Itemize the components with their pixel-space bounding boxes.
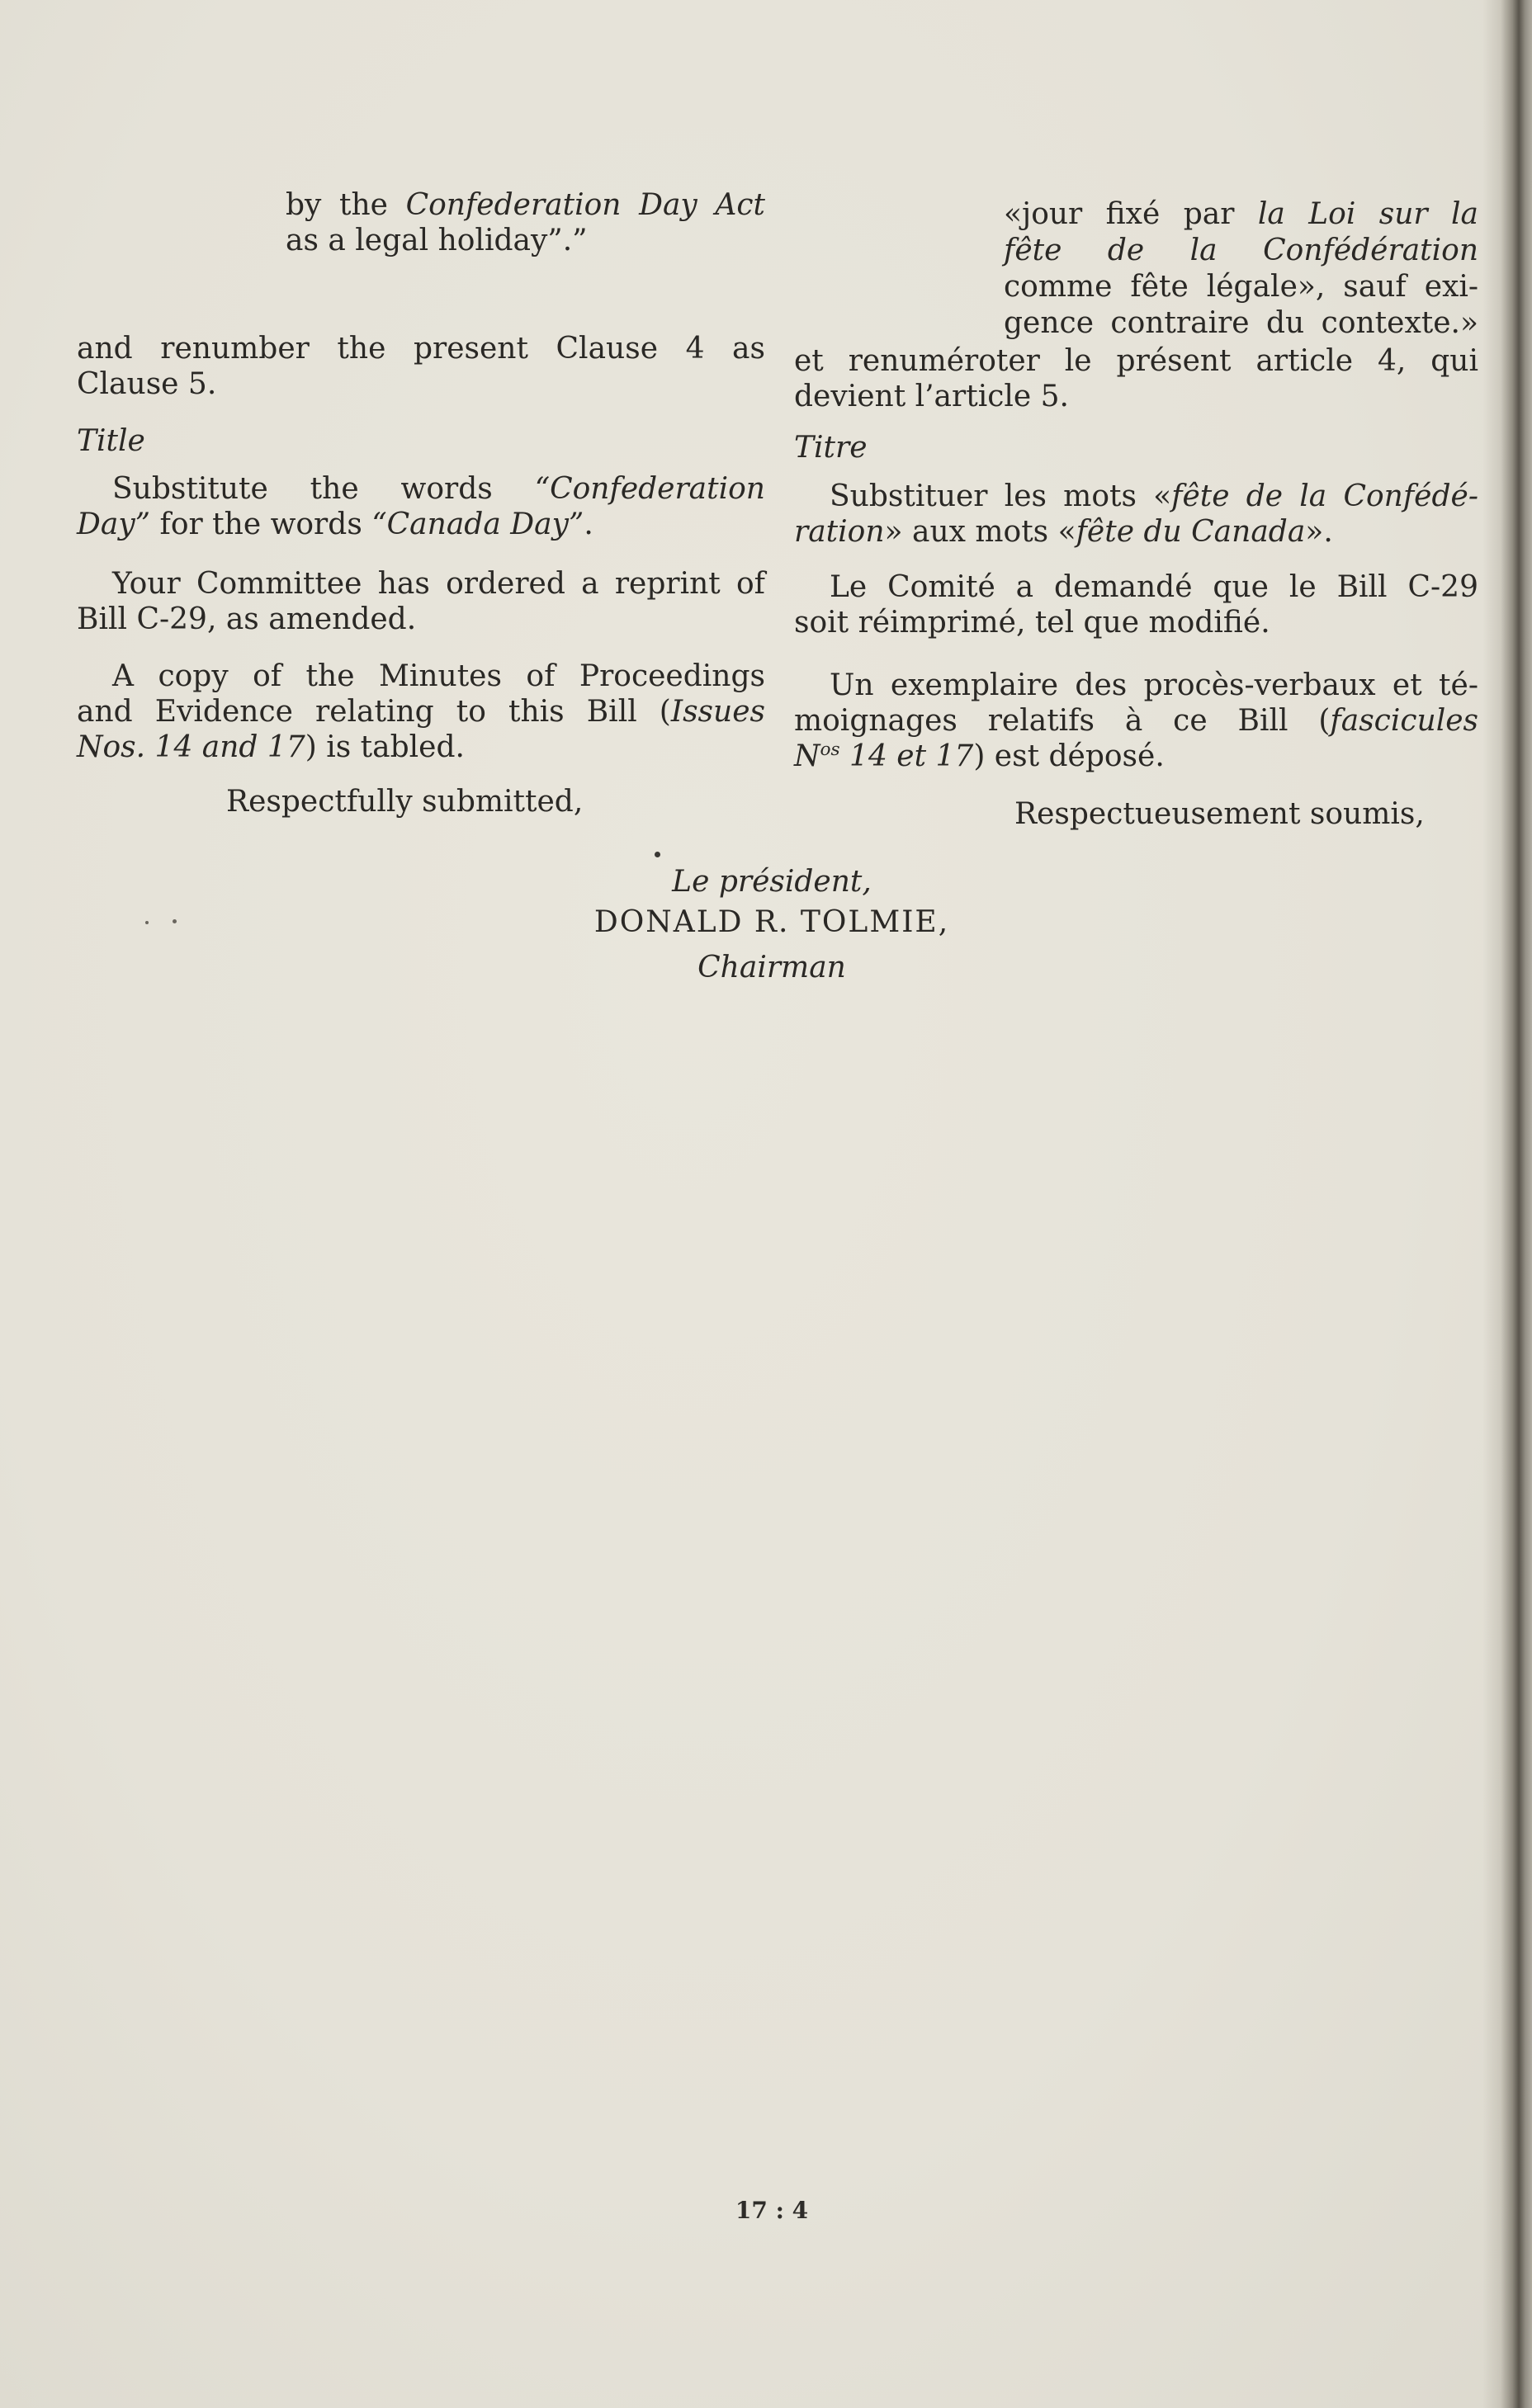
text-line [794,514,1478,550]
fr-renumber-paragraph [794,343,1478,414]
text-run: comme fête légale», sauf exi- [1004,270,1478,304]
text-line [794,739,1478,774]
italic-run: 14 et 17 [839,739,974,773]
text-run: Un exemplaire des procès-verbaux et té- [830,668,1478,702]
italic-run: Issues [670,695,765,729]
text-line [794,479,1478,514]
italic-run: ration [794,515,885,549]
text-run: » aux mots « [884,515,1076,549]
italic-run: Nos. 14 and 17 [77,730,305,764]
text-run: . [584,508,593,541]
text-run: Substituer les mots « [830,479,1172,513]
text-line [1004,233,1478,269]
text-line [77,507,765,542]
superscript-run: os [820,739,840,761]
text-run: «jour fixé par [1004,197,1258,231]
text-run: moignages relatifs à ce Bill ( [794,704,1331,738]
italic-run: fête de la Confédération [1004,234,1478,267]
en-renumber-paragraph [77,331,765,402]
text-run: devient l’article 5. [794,380,1069,413]
text-run: Substitute the words [112,472,535,506]
en-title-heading: Title [77,424,145,458]
text-line [794,605,1478,640]
text-run: ) is tabled. [305,730,465,764]
text-run: as a legal holiday”.” [286,224,588,257]
text-line [1004,196,1478,233]
fr-closing: Respectueusement soumis, [1014,797,1425,831]
text-line [77,366,765,402]
scan-speck [145,921,149,924]
text-run: soit réimprimé, tel que modifié. [794,606,1270,640]
fr-title-amendment-paragraph [794,479,1478,550]
text-run: A copy of the Minutes of Proceedings [112,659,765,693]
text-run: and Evidence relating to this Bill ( [77,695,671,729]
text-run: et renuméroter le présent article 4, qui [794,344,1478,378]
fr-tabled-paragraph [794,668,1478,774]
text-run: Clause 5. [77,367,217,401]
signature-name: DONALD R. TOLMIE, [593,905,950,939]
en-closing: Respectfully submitted, [226,785,584,819]
italic-run: “Confederation [534,472,765,506]
text-line [77,566,765,602]
italic-run: fête du Canada [1076,515,1306,549]
text-line [77,602,765,637]
binding-shadow [1482,0,1532,2408]
italic-run: fascicules [1330,704,1478,738]
italic-run: Confederation Day Act [405,188,765,222]
fr-title-heading: Titre [794,431,868,465]
text-line [77,331,765,366]
en-title-amendment-paragraph [77,471,765,542]
en-reprint-paragraph [77,566,765,637]
text-line [77,729,765,765]
en-tabled-paragraph [77,659,765,765]
scan-speck [173,919,177,923]
page-number: 17 : 4 [735,2197,809,2224]
text-line [77,694,765,729]
text-line [794,569,1478,605]
text-line [794,379,1478,414]
text-line [77,659,765,694]
italic-run: N [794,739,820,773]
text-run: by the [286,188,406,222]
text-line [794,668,1478,703]
scan-speck [655,852,660,857]
en-amendment-text-end [286,187,765,258]
text-line [794,343,1478,379]
text-line [77,471,765,507]
text-line [1004,305,1478,342]
text-run: Le Comité a demandé que le Bill C-29 [830,570,1478,604]
text-run: Bill C-29, as amended. [77,602,417,636]
italic-run: Day” [77,508,151,541]
text-run: Your Committee has ordered a reprint of [112,567,765,601]
fr-amendment-text-end [1004,196,1478,342]
italic-run: la Loi sur la [1257,197,1479,231]
text-line [286,187,765,223]
signature-title-en: Chairman [697,951,846,984]
italic-run: fête de la Confédé- [1171,479,1478,513]
text-run: for the words [150,508,372,541]
text-line [794,703,1478,739]
italic-run: “Canada Day” [371,508,584,541]
text-line [286,223,765,258]
text-run: and renumber the present Clause 4 as [77,332,765,366]
text-run: ». [1305,515,1333,549]
text-run: ) est déposé. [973,739,1165,773]
signature-title-fr: Le président, [672,865,872,899]
fr-reprint-paragraph [794,569,1478,640]
text-run: gence contraire du contexte.» [1004,306,1478,340]
text-line [1004,269,1478,305]
